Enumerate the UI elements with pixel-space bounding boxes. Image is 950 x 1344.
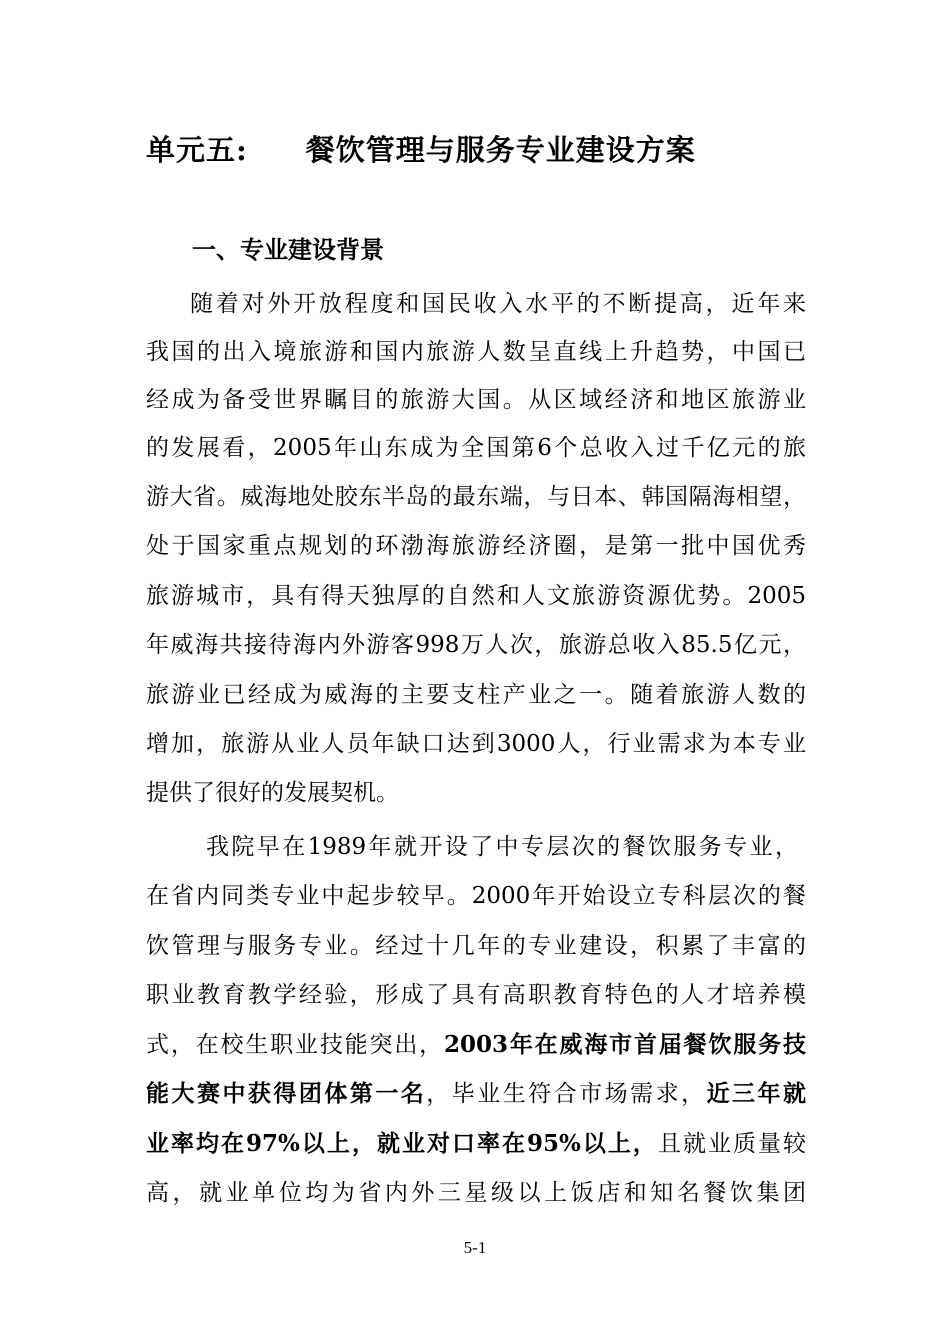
paragraph-line bbox=[146, 1027, 806, 1063]
paragraph-line: 我国的出入境旅游和国内旅游人数呈直线上升趋势，中国已 bbox=[146, 339, 806, 365]
paragraph-line: 在省内同类专业中起步较早。2000年开始设立专科层次的餐 bbox=[146, 883, 806, 909]
paragraph-line: 的发展看，2005年山东成为全国第6个总收入过千亿元的旅 bbox=[146, 435, 806, 461]
paragraph-line: 旅游城市，具有得天独厚的自然和人文旅游资源优势。2005 bbox=[146, 583, 806, 609]
section-heading: 一、专业建设背景 bbox=[192, 235, 384, 264]
document-title bbox=[146, 128, 696, 169]
paragraph-line: 旅游业已经成为威海的主要支柱产业之一。随着旅游人数的 bbox=[146, 682, 806, 708]
title-prefix: 单元五: bbox=[146, 133, 248, 167]
bold-text: 业率均在97%以上，就业对口率在95%以上， bbox=[146, 1130, 658, 1157]
paragraph-line: 高，就业单位均为省内外三星级以上饭店和知名餐饮集团 bbox=[146, 1180, 806, 1206]
bold-text: 近三年就 bbox=[706, 1080, 807, 1107]
paragraph-line: 饮管理与服务专业。经过十几年的专业建设，积累了丰富的 bbox=[146, 933, 806, 959]
paragraph-line: 职业教育教学经验，形成了具有高职教育特色的人才培养模 bbox=[146, 982, 806, 1008]
paragraph-line: 处于国家重点规划的环渤海旅游经济圈，是第一批中国优秀 bbox=[146, 533, 806, 559]
page-number: 5-1 bbox=[463, 1238, 487, 1257]
paragraph-line: 游大省。威海地处胶东半岛的最东端，与日本、韩国隔海相望， bbox=[146, 484, 806, 510]
paragraph-line bbox=[146, 1126, 806, 1162]
paragraph-line: 经成为备受世界瞩目的旅游大国。从区域经济和地区旅游业 bbox=[146, 387, 806, 413]
paragraph-line bbox=[146, 1076, 806, 1112]
paragraph-line: 增加，旅游从业人员年缺口达到3000人，行业需求为本专业 bbox=[146, 731, 806, 757]
paragraph-line: 随着对外开放程度和国民收入水平的不断提高，近年来 bbox=[190, 291, 806, 317]
bold-text: 能大赛中获得团体第一名 bbox=[146, 1080, 427, 1107]
plain-text: ，毕业生符合市场需求， bbox=[426, 1081, 707, 1107]
paragraph-line: 提供了很好的发展契机。 bbox=[146, 780, 399, 806]
plain-text: 式，在校生职业技能突出， bbox=[146, 1032, 444, 1058]
bold-text: 2003年在威海市首届餐饮服务技 bbox=[444, 1031, 807, 1058]
plain-text: 且就业质量较 bbox=[657, 1131, 806, 1157]
paragraph-line: 我院早在1989年就开设了中专层次的餐饮服务专业， bbox=[206, 834, 798, 860]
paragraph-line: 年威海共接待海内外游客998万人次，旅游总收入85.5亿元， bbox=[146, 632, 806, 658]
title-main: 餐饮管理与服务专业建设方案 bbox=[305, 133, 696, 167]
